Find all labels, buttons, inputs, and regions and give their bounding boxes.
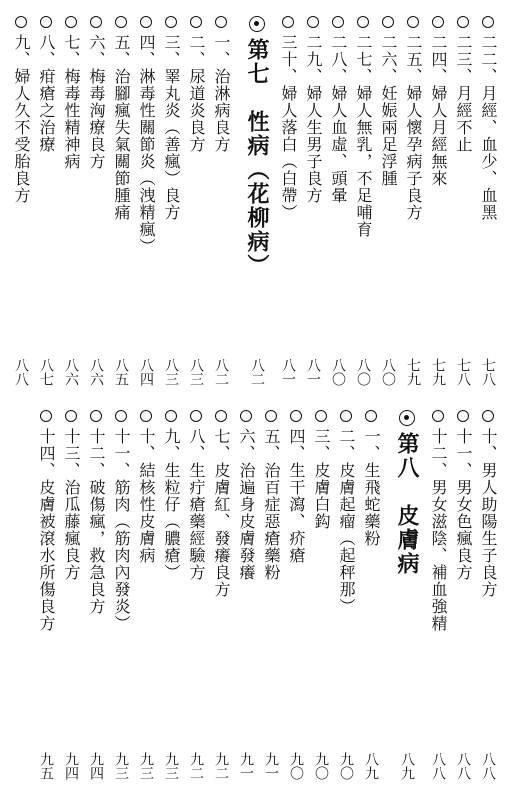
chapter-heading bbox=[242, 16, 272, 386]
entry-title: 六、治遍身皮膚發癢 bbox=[237, 428, 256, 581]
page-number: 八〇 bbox=[355, 358, 371, 386]
page-number: 九二 bbox=[188, 752, 204, 780]
entry-title: 三十、婦人落白（白帶） bbox=[279, 34, 298, 221]
circle-bullet-icon bbox=[115, 16, 127, 28]
entry-title: 十二、破傷瘋，救急良方 bbox=[87, 428, 106, 615]
circle-bullet-icon bbox=[15, 16, 27, 28]
entry-title: 七、梅毒性精神病 bbox=[62, 34, 81, 170]
entry-title: 二、皮膚起瘤（起秤那） bbox=[337, 428, 356, 615]
entry-title: 十一、筋肉（筋肉內發炎） bbox=[112, 428, 131, 632]
toc-entry bbox=[34, 410, 58, 780]
entry-title: 一、生飛蛇藥粉 bbox=[362, 428, 381, 547]
entry-title: 九、生粒仔（膿瘡） bbox=[162, 428, 181, 581]
entry-title: 十、男人助陽生子良方 bbox=[479, 428, 498, 598]
circle-bullet-icon bbox=[457, 410, 469, 422]
target-bullet-icon bbox=[399, 410, 415, 426]
chapter-title: 第七 性病（花柳病） bbox=[244, 38, 270, 278]
page-number: 九五 bbox=[38, 752, 54, 780]
page-number: 八八 bbox=[430, 752, 446, 780]
toc-entry bbox=[109, 16, 133, 386]
page-number: 九一 bbox=[263, 752, 279, 780]
page-number: 八九 bbox=[399, 752, 415, 780]
circle-bullet-icon bbox=[190, 410, 202, 422]
page-number: 七八 bbox=[480, 358, 496, 386]
page-number: 九四 bbox=[63, 752, 79, 780]
page-number: 七九 bbox=[405, 358, 421, 386]
target-bullet-icon bbox=[249, 16, 265, 32]
page-number: 八二 bbox=[249, 358, 265, 386]
circle-bullet-icon bbox=[432, 410, 444, 422]
toc-entry bbox=[276, 16, 300, 386]
entry-title: 四、生干瀉、疥瘡 bbox=[287, 428, 306, 564]
circle-bullet-icon bbox=[65, 16, 77, 28]
toc-entry bbox=[401, 16, 425, 386]
entry-title: 九、婦人久不受胎良方 bbox=[12, 34, 31, 204]
entry-title: 二九、婦人生男子良方 bbox=[304, 34, 323, 204]
circle-bullet-icon bbox=[40, 410, 52, 422]
entry-title: 十二、男女滋陰、補血強精 bbox=[429, 428, 448, 632]
entry-title: 八、疳瘡之治療 bbox=[37, 34, 56, 153]
toc-entry bbox=[159, 410, 183, 780]
page-number: 九三 bbox=[163, 752, 179, 780]
entry-title: 五、治腳瘋失氣關節腫痛 bbox=[112, 34, 131, 221]
circle-bullet-icon bbox=[40, 16, 52, 28]
toc-entry bbox=[59, 16, 83, 386]
circle-bullet-icon bbox=[382, 16, 394, 28]
toc-entry bbox=[451, 410, 475, 780]
entry-title: 二五、婦人懷孕病子良方 bbox=[404, 34, 423, 221]
toc-entry bbox=[359, 410, 383, 780]
entry-title: 十三、治瓜藤瘋良方 bbox=[62, 428, 81, 581]
entry-title: 二三、月經不止 bbox=[454, 34, 473, 153]
entry-title: 十一、男女色瘋良方 bbox=[454, 428, 473, 581]
page-number: 九〇 bbox=[313, 752, 329, 780]
page-number: 八七 bbox=[38, 358, 54, 386]
circle-bullet-icon bbox=[165, 410, 177, 422]
toc-entry bbox=[476, 16, 500, 386]
circle-bullet-icon bbox=[90, 16, 102, 28]
circle-bullet-icon bbox=[290, 410, 302, 422]
toc-entry bbox=[209, 410, 233, 780]
circle-bullet-icon bbox=[140, 16, 152, 28]
toc-entry bbox=[259, 410, 283, 780]
circle-bullet-icon bbox=[240, 410, 252, 422]
toc-entry bbox=[134, 410, 158, 780]
entry-title: 二、尿道炎良方 bbox=[187, 34, 206, 153]
circle-bullet-icon bbox=[432, 16, 444, 28]
page-number: 七九 bbox=[430, 358, 446, 386]
page-number: 八一 bbox=[280, 358, 296, 386]
toc-entry bbox=[9, 16, 33, 386]
entry-title: 三、睪丸炎（善瘋）良方 bbox=[162, 34, 181, 221]
page-number: 八九 bbox=[363, 752, 379, 780]
toc-entry bbox=[451, 16, 475, 386]
circle-bullet-icon bbox=[65, 410, 77, 422]
page-number: 八八 bbox=[480, 752, 496, 780]
page-number: 八八 bbox=[13, 358, 29, 386]
toc-entry bbox=[476, 410, 500, 780]
circle-bullet-icon bbox=[307, 16, 319, 28]
page-number: 九三 bbox=[113, 752, 129, 780]
toc-entry bbox=[326, 16, 350, 386]
circle-bullet-icon bbox=[340, 410, 352, 422]
entry-title: 二二、月經、血少、血黑 bbox=[479, 34, 498, 221]
circle-bullet-icon bbox=[482, 410, 494, 422]
entry-title: 二六、妊娠兩足浮腫 bbox=[379, 34, 398, 187]
page-number: 九〇 bbox=[288, 752, 304, 780]
toc-entry bbox=[376, 16, 400, 386]
page-number: 八〇 bbox=[380, 358, 396, 386]
page-number: 八六 bbox=[88, 358, 104, 386]
page-number: 八三 bbox=[188, 358, 204, 386]
toc-entry bbox=[134, 16, 158, 386]
circle-bullet-icon bbox=[265, 410, 277, 422]
toc-upper-section bbox=[0, 0, 525, 394]
entry-title: 十四、皮膚被滾水所傷良方 bbox=[37, 428, 56, 632]
entry-title: 五、治百症惡瘡藥粉 bbox=[262, 428, 281, 581]
page-number: 九四 bbox=[88, 752, 104, 780]
circle-bullet-icon bbox=[190, 16, 202, 28]
toc-entry bbox=[426, 16, 450, 386]
page-number: 八六 bbox=[63, 358, 79, 386]
circle-bullet-icon bbox=[165, 16, 177, 28]
toc-entry bbox=[184, 410, 208, 780]
entry-title: 三、皮膚白鈎 bbox=[312, 428, 331, 530]
page-number: 八五 bbox=[113, 358, 129, 386]
chapter-heading bbox=[392, 410, 422, 780]
circle-bullet-icon bbox=[315, 410, 327, 422]
page-number: 七八 bbox=[455, 358, 471, 386]
circle-bullet-icon bbox=[115, 410, 127, 422]
page-number: 八一 bbox=[305, 358, 321, 386]
entry-title: 四、淋毒性關節炎（洩精瘋） bbox=[137, 34, 156, 255]
toc-entry bbox=[284, 410, 308, 780]
page-number: 八四 bbox=[138, 358, 154, 386]
page-number: 九一 bbox=[238, 752, 254, 780]
toc-entry bbox=[309, 410, 333, 780]
page-number: 八二 bbox=[213, 358, 229, 386]
toc-entry bbox=[84, 410, 108, 780]
entry-title: 一、治淋病良方 bbox=[212, 34, 231, 153]
toc-entry bbox=[34, 16, 58, 386]
entry-title: 二七、婦人無乳，不足哺育 bbox=[354, 34, 373, 238]
entry-title: 六、梅毒洶療良方 bbox=[87, 34, 106, 170]
circle-bullet-icon bbox=[482, 16, 494, 28]
page-number: 九二 bbox=[213, 752, 229, 780]
circle-bullet-icon bbox=[215, 410, 227, 422]
circle-bullet-icon bbox=[282, 16, 294, 28]
circle-bullet-icon bbox=[90, 410, 102, 422]
circle-bullet-icon bbox=[365, 410, 377, 422]
toc-entry bbox=[426, 410, 450, 780]
entry-title: 二八、婦人血虛、頭暈 bbox=[329, 34, 348, 204]
page-number: 九三 bbox=[138, 752, 154, 780]
entry-title: 十、結核性皮膚病 bbox=[137, 428, 156, 564]
toc-entry bbox=[234, 410, 258, 780]
toc-lower-section bbox=[0, 394, 525, 788]
entry-title: 七、皮膚紅、發癢良方 bbox=[212, 428, 231, 598]
circle-bullet-icon bbox=[407, 16, 419, 28]
circle-bullet-icon bbox=[357, 16, 369, 28]
entry-title: 二四、婦人月經無來 bbox=[429, 34, 448, 187]
toc-entry bbox=[59, 410, 83, 780]
toc-entry bbox=[334, 410, 358, 780]
toc-entry bbox=[351, 16, 375, 386]
page-number: 八〇 bbox=[330, 358, 346, 386]
toc-entry bbox=[209, 16, 233, 386]
toc-entry bbox=[301, 16, 325, 386]
page-number: 八八 bbox=[455, 752, 471, 780]
circle-bullet-icon bbox=[457, 16, 469, 28]
circle-bullet-icon bbox=[140, 410, 152, 422]
circle-bullet-icon bbox=[215, 16, 227, 28]
page-number: 八三 bbox=[163, 358, 179, 386]
toc-entry bbox=[184, 16, 208, 386]
toc-entry bbox=[84, 16, 108, 386]
toc-entry bbox=[159, 16, 183, 386]
circle-bullet-icon bbox=[332, 16, 344, 28]
toc-entry bbox=[109, 410, 133, 780]
chapter-title: 第八 皮膚病 bbox=[394, 432, 420, 576]
page-number: 九〇 bbox=[338, 752, 354, 780]
entry-title: 八、生疔瘡藥經驗方 bbox=[187, 428, 206, 581]
